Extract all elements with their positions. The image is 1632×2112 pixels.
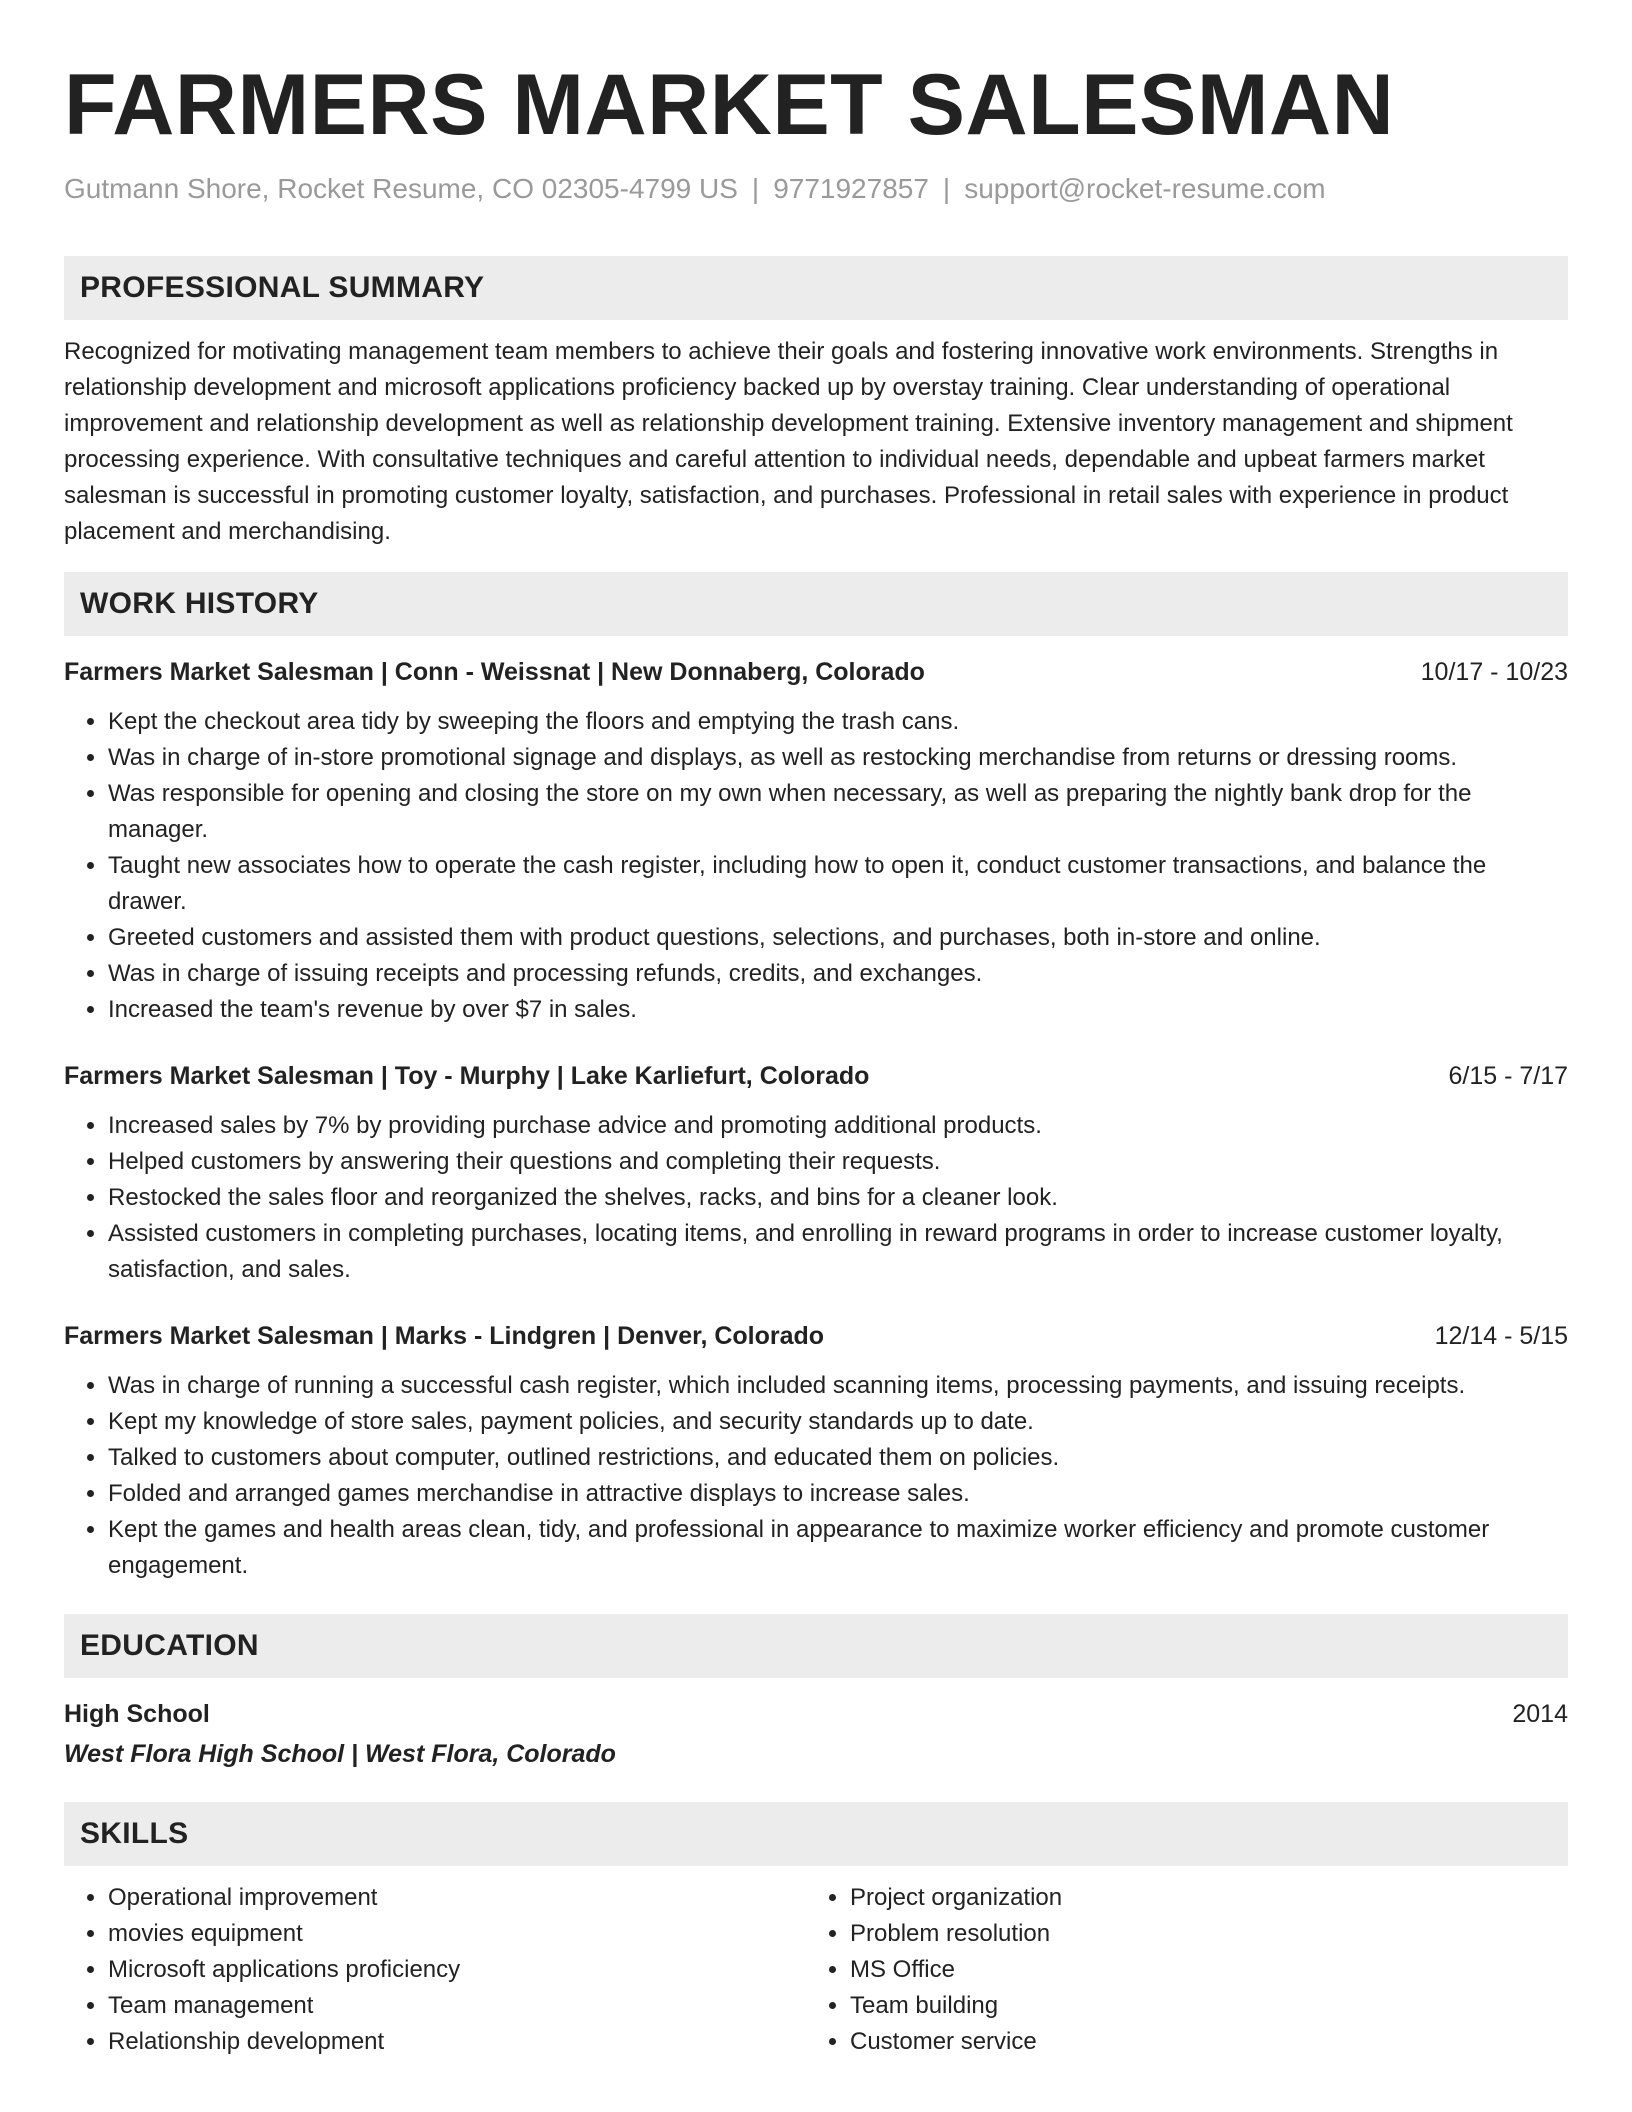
job-bullet: • Was responsible for opening and closing the store on my own when necessary, as well as preparing the nightly bank drop for the manager. xyxy=(108,776,1568,848)
job-bullet: • Increased the team's revenue by over $7 in sales. xyxy=(108,992,1568,1028)
job-entry xyxy=(64,1058,1568,1288)
skills-list-left xyxy=(64,1880,806,2060)
job-bullet: • Increased sales by 7% by providing purchase advice and promoting additional products. xyxy=(108,1108,1568,1144)
job-bullet: • Taught new associates how to operate the cash register, including how to open it, conduct customer transactions, and balance the drawer. xyxy=(108,848,1568,920)
job-bullet: • Was in charge of in-store promotional signage and displays, as well as restocking merchandise from returns or dressing rooms. xyxy=(108,740,1568,776)
skill-item: • Microsoft applications proficiency xyxy=(108,1952,806,1988)
contact-phone: 9771927857 xyxy=(773,173,929,204)
education-school: West Flora High School | West Flora, Colorado xyxy=(64,1739,616,1768)
section-header-summary: PROFESSIONAL SUMMARY xyxy=(64,256,1568,320)
contact-separator: | xyxy=(942,173,951,204)
job-dates: 12/14 - 5/15 xyxy=(1434,1321,1568,1350)
summary-text: Recognized for motivating management team members to achieve their goals and fostering innovative work environments. Strengths in relationship development and microsoft applications proficiency backed up by overstay training. Clear understanding of operational improvement and relationship development as well as relationship development training. Extensive inventory management and shipment processing experience. With consultative techniques and careful attention to individual needs, dependable and upbeat farmers market salesman is successful in promoting customer loyalty, satisfaction, and purchases. Professional in retail sales with experience in product placement and merchandising. xyxy=(64,337,1513,545)
section-header-skills: SKILLS xyxy=(64,1802,1568,1866)
job-bullets xyxy=(64,704,1568,1028)
skill-item: • Team management xyxy=(108,1988,806,2024)
resume-title: FARMERS MARKET SALESMAN xyxy=(64,57,1395,153)
job-bullet: • Was in charge of running a successful cash register, which included scanning items, processing payments, and issuing receipts. xyxy=(108,1368,1568,1404)
skill-item: • Problem resolution xyxy=(850,1916,1548,1952)
job-bullet: • Restocked the sales floor and reorganized the shelves, racks, and bins for a cleaner look. xyxy=(108,1180,1568,1216)
job-title: Farmers Market Salesman | Marks - Lindgren | Denver, Colorado xyxy=(64,1321,825,1350)
job-bullets xyxy=(64,1368,1568,1584)
job-title: Farmers Market Salesman | Conn - Weissnat | New Donnaberg, Colorado xyxy=(64,657,925,686)
education-row xyxy=(64,1696,1568,1732)
skills-columns xyxy=(64,1880,1568,2060)
job-entry xyxy=(64,654,1568,1028)
section-header-education: EDUCATION xyxy=(64,1614,1568,1678)
job-bullets xyxy=(64,1108,1568,1288)
job-bullet: • Folded and arranged games merchandise in attractive displays to increase sales. xyxy=(108,1476,1568,1512)
section-header-work-history: WORK HISTORY xyxy=(64,572,1568,636)
job-title-row xyxy=(64,654,1568,690)
contact-separator: | xyxy=(751,173,760,204)
job-bullet: • Assisted customers in completing purchases, locating items, and enrolling in reward programs in order to increase customer loyalty, satisfaction, and sales. xyxy=(108,1216,1568,1288)
job-bullet: • Helped customers by answering their questions and completing their requests. xyxy=(108,1144,1568,1180)
job-bullet: • Kept my knowledge of store sales, payment policies, and security standards up to date. xyxy=(108,1404,1568,1440)
job-title: Farmers Market Salesman | Toy - Murphy | Lake Karliefurt, Colorado xyxy=(64,1061,870,1090)
job-bullet: • Kept the games and health areas clean, tidy, and professional in appearance to maximize worker efficiency and promote customer engagement. xyxy=(108,1512,1568,1584)
skill-item: • Project organization xyxy=(850,1880,1548,1916)
job-entry xyxy=(64,1318,1568,1584)
skill-item: • Relationship development xyxy=(108,2024,806,2060)
contact-address: Gutmann Shore, Rocket Resume, CO 02305-4799 US xyxy=(64,173,738,204)
job-dates: 6/15 - 7/17 xyxy=(1448,1061,1568,1090)
contact-line xyxy=(64,172,1568,206)
job-title-row xyxy=(64,1058,1568,1094)
education-year: 2014 xyxy=(1512,1699,1568,1728)
job-bullet: • Greeted customers and assisted them with product questions, selections, and purchases, both in-store and online. xyxy=(108,920,1568,956)
job-bullet: • Kept the checkout area tidy by sweeping the floors and emptying the trash cans. xyxy=(108,704,1568,740)
job-bullet: • Was in charge of issuing receipts and processing refunds, credits, and exchanges. xyxy=(108,956,1568,992)
job-bullet: • Talked to customers about computer, outlined restrictions, and educated them on policies. xyxy=(108,1440,1568,1476)
skill-item: • movies equipment xyxy=(108,1916,806,1952)
skills-list-right xyxy=(806,1880,1548,2060)
skill-item: • Customer service xyxy=(850,2024,1548,2060)
education-degree: High School xyxy=(64,1699,210,1728)
skill-item: • Operational improvement xyxy=(108,1880,806,1916)
contact-email: support@rocket-resume.com xyxy=(964,173,1326,204)
job-dates: 10/17 - 10/23 xyxy=(1420,657,1568,686)
skill-item: • MS Office xyxy=(850,1952,1548,1988)
skill-item: • Team building xyxy=(850,1988,1548,2024)
job-title-row xyxy=(64,1318,1568,1354)
